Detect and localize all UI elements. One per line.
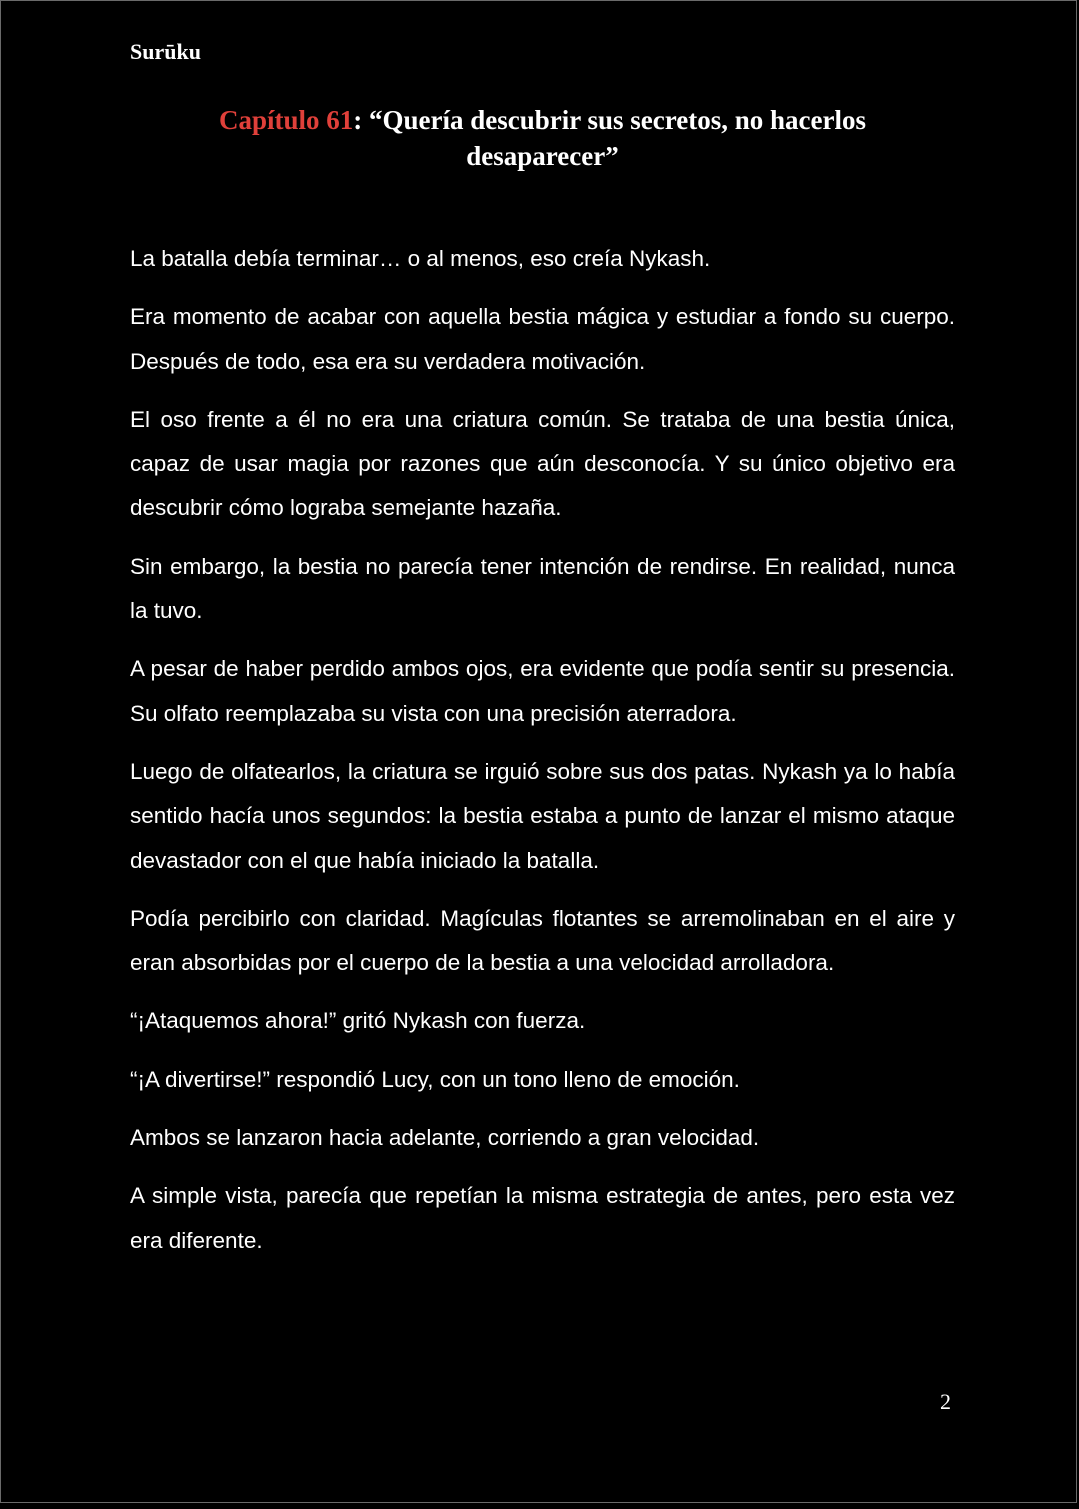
paragraph: A pesar de haber perdido ambos ojos, era evidente que podía sentir su presencia. Su olfato reemplazaba su vista con una precisión aterradora. — [130, 656, 955, 726]
paragraph: Podía percibirlo con claridad. Magículas flotantes se arremolinaban en el aire y eran absorbidas por el cuerpo de la bestia a una velocidad arrolladora. — [130, 905, 955, 976]
chapter-title-line-2: desaparecer” — [466, 141, 619, 171]
chapter-body — [130, 237, 955, 1277]
chapter-title-line-1: “Quería descubrir sus secretos, no hacerlos — [369, 105, 866, 135]
paragraph: Ambos se lanzaron hacia adelante, corriendo a gran velocidad. — [130, 1125, 760, 1151]
paragraph: La batalla debía terminar… o al menos, eso creía Nykash. — [130, 246, 711, 271]
paragraph: A simple vista, parecía que repetían la misma estrategia de antes, pero esta vez era diferente. — [130, 1183, 955, 1253]
paragraph: El oso frente a él no era una criatura común. Se trataba de una bestia única, capaz de usar magia por razones que aún desconocía. Y su único objetivo era descubrir cómo lograba semejante hazaña. — [130, 406, 955, 521]
paragraph: Era momento de acabar con aquella bestia mágica y estudiar a fondo su cuerpo. Después de todo, esa era su verdadera motivación. — [130, 304, 955, 374]
paragraph: “¡A divertirse!” respondió Lucy, con un tono lleno de emoción. — [130, 1066, 740, 1092]
paragraph: Sin embargo, la bestia no parecía tener intención de rendirse. En realidad, nunca la tuvo. — [130, 553, 955, 624]
paragraph: “¡Ataquemos ahora!” gritó Nykash con fuerza. — [130, 1008, 586, 1034]
chapter-title — [130, 102, 955, 174]
paragraph: Luego de olfatearlos, la criatura se irguió sobre sus dos patas. Nykash ya lo había sentido hacía unos segundos: la bestia estaba a punto de lanzar el mismo ataque devastador con el que había iniciado la batalla. — [130, 758, 955, 873]
page-number: 2 — [940, 1389, 951, 1414]
chapter-number-label: Capítulo 61 — [219, 105, 354, 135]
chapter-title-separator: : — [353, 105, 370, 135]
running-header-author: Surūku — [130, 39, 201, 64]
